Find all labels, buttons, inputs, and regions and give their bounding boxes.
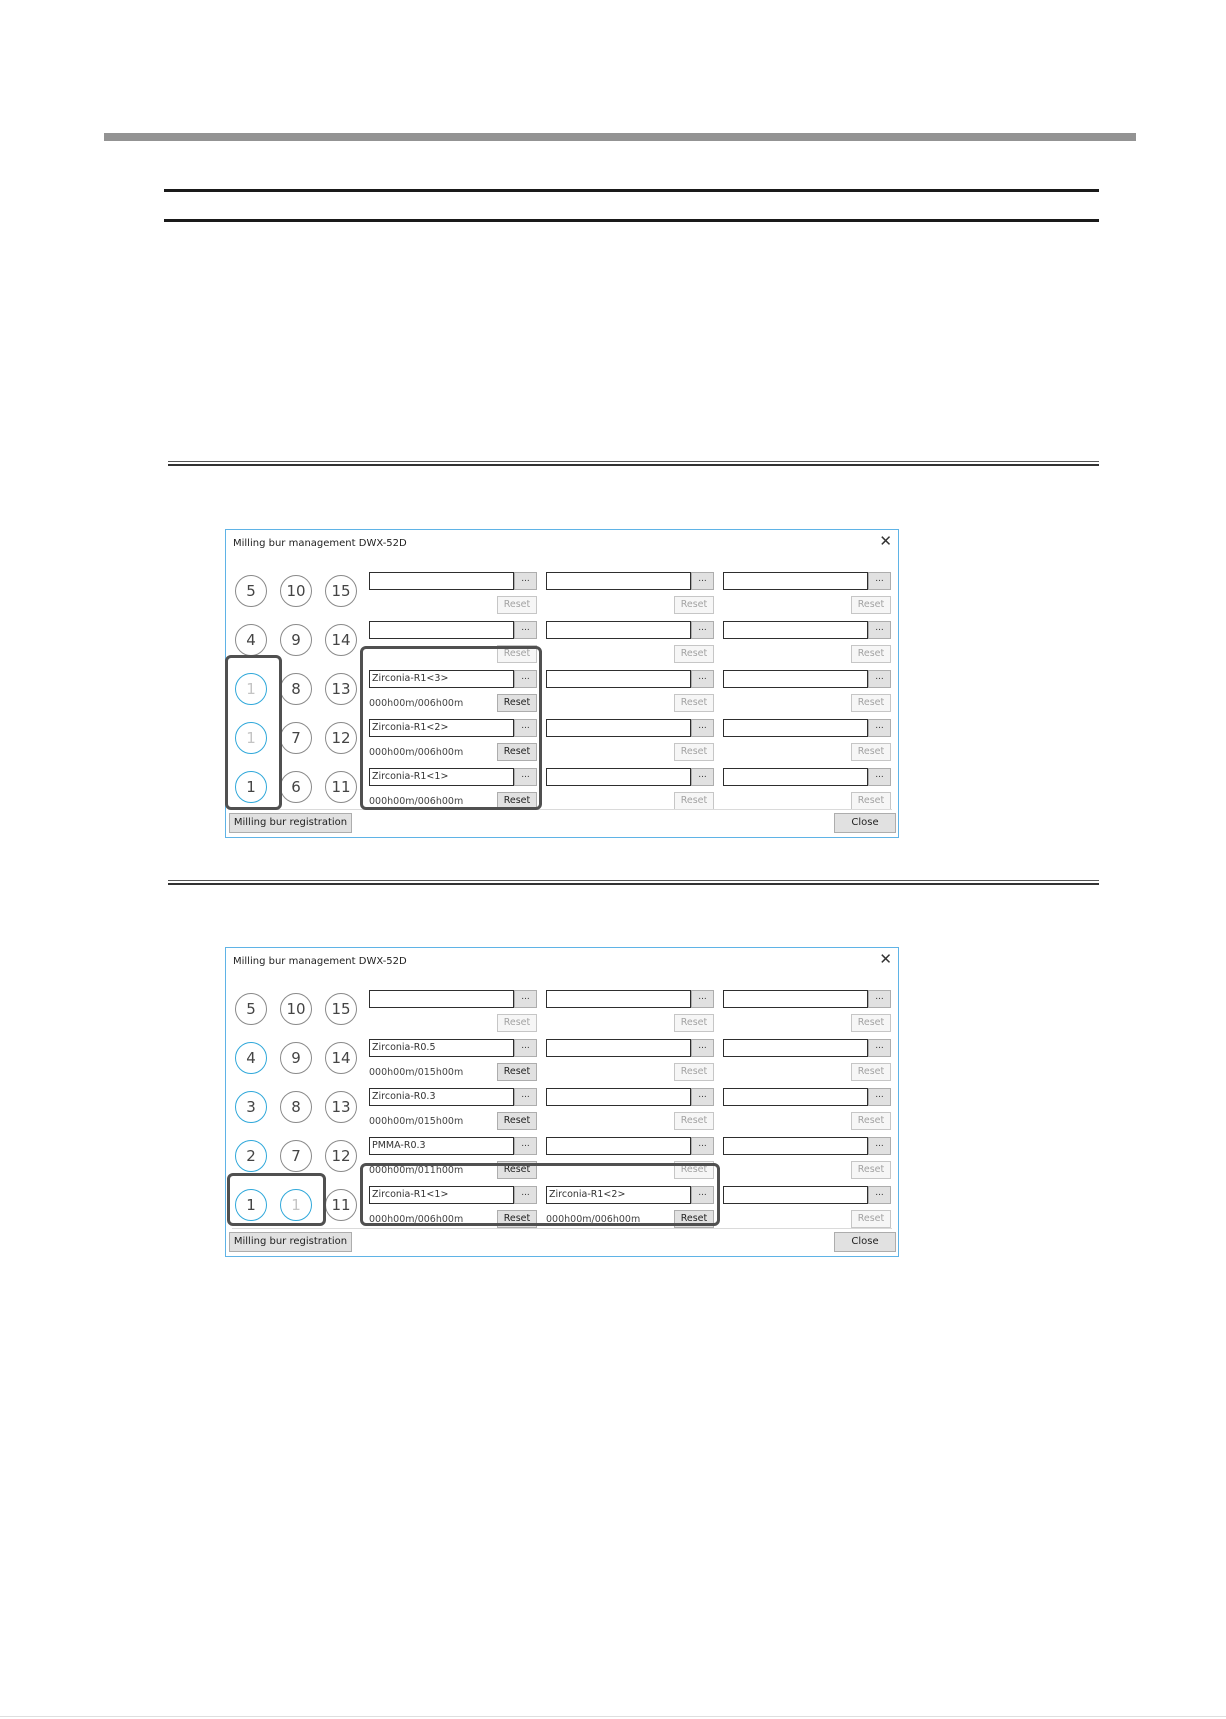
browse-button[interactable]: ...: [691, 719, 714, 737]
bur-slot: [369, 990, 537, 1036]
highlight-zirconia-r1-pair: [360, 1163, 720, 1226]
reset-button[interactable]: Reset: [497, 1112, 537, 1130]
browse-button[interactable]: ...: [868, 621, 891, 639]
bur-name-field[interactable]: [723, 1039, 868, 1057]
bur-name-field[interactable]: [369, 621, 514, 639]
reset-button[interactable]: Reset: [497, 596, 537, 614]
bur-name-field[interactable]: Zirconia-R1<3>: [369, 670, 514, 688]
usage-time: 000h00m/006h00m: [369, 796, 464, 807]
browse-button[interactable]: ...: [868, 1137, 891, 1155]
bur-name-field[interactable]: [546, 1039, 691, 1057]
bur-name-field[interactable]: [723, 1137, 868, 1155]
bur-position-7-circle: 7: [280, 1140, 312, 1172]
browse-button[interactable]: ...: [691, 670, 714, 688]
reset-button[interactable]: Reset: [674, 743, 714, 761]
browse-button[interactable]: ...: [691, 990, 714, 1008]
bur-position-1-circle: 1: [235, 1189, 267, 1221]
browse-button[interactable]: ...: [691, 1186, 714, 1204]
browse-button[interactable]: ...: [514, 572, 537, 590]
reset-button[interactable]: Reset: [674, 596, 714, 614]
bur-name-field[interactable]: [369, 572, 514, 590]
browse-button[interactable]: ...: [868, 572, 891, 590]
reset-button[interactable]: Reset: [851, 1014, 891, 1032]
browse-button[interactable]: ...: [514, 621, 537, 639]
browse-button[interactable]: ...: [514, 768, 537, 786]
reset-button[interactable]: Reset: [851, 1063, 891, 1081]
bur-slot: [369, 572, 537, 618]
reset-button[interactable]: Reset: [497, 743, 537, 761]
browse-button[interactable]: ...: [514, 1088, 537, 1106]
bur-position-8-circle: 8: [280, 1091, 312, 1123]
browse-button[interactable]: ...: [868, 670, 891, 688]
bur-name-field[interactable]: Zirconia-R1<2>: [546, 1186, 691, 1204]
browse-button[interactable]: ...: [691, 572, 714, 590]
reset-button[interactable]: Reset: [674, 1063, 714, 1081]
bur-slot: [369, 1039, 537, 1085]
bur-slot: [723, 1137, 891, 1183]
bur-name-field[interactable]: [546, 768, 691, 786]
bur-name-field[interactable]: [546, 1137, 691, 1155]
reset-button[interactable]: Reset: [497, 1063, 537, 1081]
browse-button[interactable]: ...: [514, 990, 537, 1008]
bur-slot: [723, 1088, 891, 1134]
bur-position-5-circle: 5: [235, 575, 267, 607]
reset-button[interactable]: Reset: [851, 1112, 891, 1130]
bur-name-field[interactable]: Zirconia-R0.5: [369, 1039, 514, 1057]
bur-name-field[interactable]: [546, 621, 691, 639]
bur-name-field[interactable]: [546, 1088, 691, 1106]
close-button[interactable]: Close: [834, 1232, 896, 1252]
close-icon[interactable]: ✕: [879, 950, 892, 968]
bur-slot: [723, 1039, 891, 1085]
bur-slot: [546, 1088, 714, 1134]
usage-time: 000h00m/006h00m: [369, 698, 464, 709]
bur-position-8-circle: 8: [280, 673, 312, 705]
bur-slot: [546, 621, 714, 667]
bur-name-field[interactable]: [723, 990, 868, 1008]
bur-slot: [546, 670, 714, 716]
bur-position-1-circle: 1: [235, 673, 267, 705]
window-divider: [232, 809, 892, 810]
browse-button[interactable]: ...: [691, 1137, 714, 1155]
bur-position-14-circle: 14: [325, 1042, 357, 1074]
highlight-zirconia-r1-slots: [360, 646, 542, 810]
reset-button[interactable]: Reset: [851, 694, 891, 712]
bur-position-1-circle: 1: [235, 771, 267, 803]
subsection-rule-2: [168, 880, 1099, 885]
bur-name-field[interactable]: Zirconia-R1<1>: [369, 1186, 514, 1204]
usage-time: 000h00m/011h00m: [369, 1165, 464, 1176]
bur-name-field[interactable]: [546, 572, 691, 590]
reset-button[interactable]: Reset: [851, 792, 891, 810]
reset-button[interactable]: Reset: [497, 792, 537, 810]
browse-button[interactable]: ...: [691, 1039, 714, 1057]
bur-position-4-circle: 4: [235, 624, 267, 656]
browse-button[interactable]: ...: [868, 990, 891, 1008]
bur-name-field[interactable]: [723, 670, 868, 688]
reset-button[interactable]: Reset: [674, 1112, 714, 1130]
bur-name-field[interactable]: [546, 990, 691, 1008]
usage-time: 000h00m/006h00m: [546, 1214, 641, 1225]
bur-name-field[interactable]: PMMA-R0.3: [369, 1137, 514, 1155]
browse-button[interactable]: ...: [514, 1186, 537, 1204]
reset-button[interactable]: Reset: [497, 645, 537, 663]
bur-name-field[interactable]: [546, 719, 691, 737]
browse-button[interactable]: ...: [868, 768, 891, 786]
usage-time: 000h00m/015h00m: [369, 1116, 464, 1127]
bur-name-field[interactable]: [723, 1088, 868, 1106]
bur-position-10-circle: 10: [280, 993, 312, 1025]
bur-name-field[interactable]: [723, 768, 868, 786]
bur-position-4-circle: 4: [235, 1042, 267, 1074]
bur-slot: [723, 670, 891, 716]
bur-position-11-circle: 11: [325, 1189, 357, 1221]
usage-time: 000h00m/015h00m: [369, 1067, 464, 1078]
reset-button[interactable]: Reset: [851, 743, 891, 761]
bur-position-13-circle: 13: [325, 1091, 357, 1123]
bur-slot: [723, 621, 891, 667]
bur-slot: [723, 768, 891, 814]
bur-slot: [546, 719, 714, 765]
bur-name-field[interactable]: Zirconia-R0.3: [369, 1088, 514, 1106]
reset-button[interactable]: Reset: [497, 1161, 537, 1179]
bur-slot: [546, 572, 714, 618]
bur-name-field[interactable]: Zirconia-R1<1>: [369, 768, 514, 786]
page-footer-rule: [0, 1716, 1226, 1717]
reset-button[interactable]: Reset: [851, 596, 891, 614]
browse-button[interactable]: ...: [514, 670, 537, 688]
section-rule-bottom: [164, 219, 1099, 222]
bur-name-field[interactable]: [369, 990, 514, 1008]
bur-slot: [546, 768, 714, 814]
subsection-rule-1: [168, 461, 1099, 466]
browse-button[interactable]: ...: [868, 719, 891, 737]
bur-slot: [723, 719, 891, 765]
bur-position-14-circle: 14: [325, 624, 357, 656]
bur-position-12-circle: 12: [325, 722, 357, 754]
bur-name-field[interactable]: Zirconia-R1<2>: [369, 719, 514, 737]
milling-bur-window-1: [225, 529, 899, 838]
bur-position-1-circle: 1: [280, 1189, 312, 1221]
reset-button[interactable]: Reset: [674, 792, 714, 810]
highlight-position-1-pair: [227, 1173, 326, 1226]
bur-slot: [723, 990, 891, 1036]
usage-time: 000h00m/006h00m: [369, 1214, 464, 1225]
browse-button[interactable]: ...: [691, 621, 714, 639]
reset-button[interactable]: Reset: [674, 1161, 714, 1179]
browse-button[interactable]: ...: [691, 768, 714, 786]
reset-button[interactable]: Reset: [497, 1210, 537, 1228]
bur-slot: [723, 572, 891, 618]
bur-position-9-circle: 9: [280, 624, 312, 656]
bur-slot: [369, 1088, 537, 1134]
close-button[interactable]: Close: [834, 813, 896, 833]
bur-position-2-circle: 2: [235, 1140, 267, 1172]
window-title: Milling bur management DWX-52D: [233, 538, 407, 549]
close-icon[interactable]: ✕: [879, 532, 892, 550]
usage-time: 000h00m/006h00m: [369, 747, 464, 758]
browse-button[interactable]: ...: [514, 1137, 537, 1155]
browse-button[interactable]: ...: [514, 1039, 537, 1057]
milling-bur-registration-button[interactable]: Milling bur registration: [229, 813, 352, 833]
bur-name-field[interactable]: [723, 621, 868, 639]
bur-position-5-circle: 5: [235, 993, 267, 1025]
reset-button[interactable]: Reset: [851, 645, 891, 663]
window-title: Milling bur management DWX-52D: [233, 956, 407, 967]
reset-button[interactable]: Reset: [497, 694, 537, 712]
reset-button[interactable]: Reset: [851, 1210, 891, 1228]
bur-position-9-circle: 9: [280, 1042, 312, 1074]
bur-position-15-circle: 15: [325, 575, 357, 607]
browse-button[interactable]: ...: [868, 1186, 891, 1204]
browse-button[interactable]: ...: [514, 719, 537, 737]
browse-button[interactable]: ...: [691, 1088, 714, 1106]
browse-button[interactable]: ...: [868, 1088, 891, 1106]
bur-position-7-circle: 7: [280, 722, 312, 754]
browse-button[interactable]: ...: [868, 1039, 891, 1057]
bur-name-field[interactable]: [723, 719, 868, 737]
bur-position-12-circle: 12: [325, 1140, 357, 1172]
milling-bur-registration-button[interactable]: Milling bur registration: [229, 1232, 352, 1252]
reset-button[interactable]: Reset: [674, 1014, 714, 1032]
bur-name-field[interactable]: [546, 670, 691, 688]
bur-position-15-circle: 15: [325, 993, 357, 1025]
bur-position-1-circle: 1: [235, 722, 267, 754]
window-divider: [232, 1228, 892, 1229]
reset-button[interactable]: Reset: [674, 1210, 714, 1228]
section-rule-top: [164, 189, 1099, 192]
bur-slot: [723, 1186, 891, 1232]
reset-button[interactable]: Reset: [674, 694, 714, 712]
bur-position-13-circle: 13: [325, 673, 357, 705]
reset-button[interactable]: Reset: [497, 1014, 537, 1032]
reset-button[interactable]: Reset: [674, 645, 714, 663]
bur-name-field[interactable]: [723, 1186, 868, 1204]
bur-slot: [546, 990, 714, 1036]
bur-position-6-circle: 6: [280, 771, 312, 803]
bur-name-field[interactable]: [723, 572, 868, 590]
bur-position-10-circle: 10: [280, 575, 312, 607]
highlight-position-1-column: [225, 655, 282, 810]
header-rule: [104, 133, 1136, 141]
reset-button[interactable]: Reset: [851, 1161, 891, 1179]
bur-position-3-circle: 3: [235, 1091, 267, 1123]
bur-slot: [546, 1039, 714, 1085]
bur-position-11-circle: 11: [325, 771, 357, 803]
